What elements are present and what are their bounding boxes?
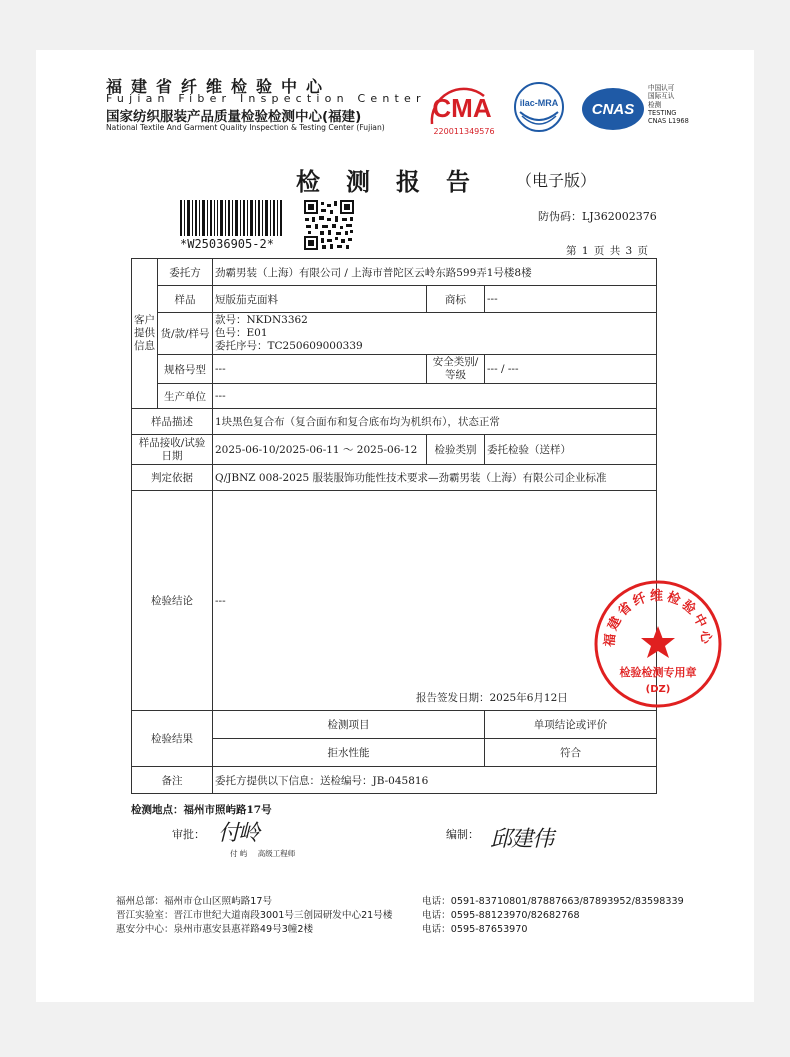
table-row (132, 409, 657, 435)
issue-date: 报告签发日期：2025年6月12日 (416, 692, 568, 704)
page-indicator: 第 1 页 共 3 页 (566, 245, 650, 257)
barcode (180, 200, 282, 236)
type-label: 检验类别 (427, 435, 485, 465)
result-eval: 符合 (485, 739, 657, 767)
style-value: 款号：NKDN3362 色号：E01 委托序号：TC250609000339 (213, 313, 657, 355)
conclusion-value: --- (213, 491, 657, 711)
safety-label: 安全类别/等级 (427, 355, 485, 384)
ilac-logo (512, 80, 566, 134)
desc-label: 样品描述 (132, 409, 213, 435)
basis-label: 判定依据 (132, 465, 213, 491)
editor-label: 编制： (446, 828, 479, 841)
approver-name-title: 付 屿 高级工程师 (230, 849, 296, 858)
table-row (132, 767, 657, 794)
date-value: 2025-06-10/2025-06-11 ～ 2025-06-12 (213, 435, 427, 465)
center-name-cn: 国家纺织服装产品质量检验检测中心(福建) (106, 109, 362, 125)
cma-logo-text: CMA (432, 93, 492, 123)
spec-value: --- (213, 355, 427, 384)
approver-label: 审批： (172, 828, 205, 841)
stamp-ring-text: 福建省纤维检验中心 (602, 589, 714, 648)
results-col-eval: 单项结论或评价 (485, 711, 657, 739)
sample-value: 短版茄克面料 (213, 286, 427, 313)
footer-phones: 电话：0591-83710801/87887663/87893952/83598339 电话：0595-88123970/82682768 电话：0595-87653970 (422, 896, 684, 935)
stamp-center-text: 检验检测专用章 (619, 666, 697, 679)
anti-fake-code: 防伪码：LJ362002376 (538, 210, 657, 223)
table-row (132, 286, 657, 313)
group-client-label: 客户提供信息 (132, 259, 158, 409)
approver-signature: 付岭 (218, 821, 259, 846)
org-name-en: Fujian Fiber Inspection Center (106, 92, 426, 105)
official-stamp (592, 578, 724, 710)
maker-label: 生产单位 (158, 384, 213, 409)
client-value: 劲霸男装（上海）有限公司 / 上海市普陀区云岭东路599弄1号楼8楼 (213, 259, 657, 286)
conclusion-label: 检验结论 (132, 491, 213, 711)
footer-addresses: 福州总部：福州市仓山区照屿路17号 晋江实验室：晋江市世纪大道南段3001号三创园研发中心21号楼 惠安分中心：泉州市惠安县惠祥路49号3幢2楼 (116, 896, 393, 935)
table-row (132, 465, 657, 491)
cma-logo (426, 84, 504, 138)
report-page (36, 50, 754, 1002)
table-row (132, 491, 657, 711)
cnas-logo-text: CNAS (591, 101, 635, 118)
sample-label: 样品 (158, 286, 213, 313)
qr-code (304, 200, 354, 250)
stamp-code: (DZ) (645, 684, 671, 695)
table-row (132, 259, 657, 286)
cma-number: 220011349576 (433, 127, 495, 136)
table-row (132, 313, 657, 355)
trademark-value: --- (485, 286, 657, 313)
date-label: 样品接收/试验日期 (132, 435, 213, 465)
test-place: 检测地点：福州市照屿路17号 (131, 804, 272, 816)
table-row (132, 711, 657, 739)
barcode-number: *W25036905-2* (180, 237, 274, 251)
results-col-item: 检测项目 (213, 711, 485, 739)
maker-value: --- (213, 384, 657, 409)
style-label: 货/款/样号 (158, 313, 213, 355)
remark-label: 备注 (132, 767, 213, 794)
org-name-cn: 福建省纤维检验中心 (106, 77, 332, 96)
safety-value: --- / --- (485, 355, 657, 384)
desc-value: 1块黑色复合布（复合面布和复合底布均为机织布），状态正常 (213, 409, 657, 435)
report-subtitle: （电子版） (516, 171, 597, 190)
ilac-logo-text: ilac-MRA (519, 98, 559, 108)
type-value: 委托检验（送样） (485, 435, 657, 465)
report-table (131, 258, 657, 794)
report-title: 检测报告 (296, 167, 496, 196)
table-row (132, 355, 657, 384)
table-row (132, 384, 657, 409)
result-item: 拒水性能 (213, 739, 485, 767)
cnas-note: 中国认可 国际互认 检测 TESTING CNAS L1968 (648, 84, 689, 126)
trademark-label: 商标 (427, 286, 485, 313)
client-label: 委托方 (158, 259, 213, 286)
center-name-en: National Textile And Garment Quality Inspection & Testing Center (Fujian) (106, 123, 385, 132)
cnas-logo (580, 86, 646, 132)
results-label: 检验结果 (132, 711, 213, 767)
basis-value: Q/JBNZ 008-2025 服装服饰功能性技术要求—劲霸男装（上海）有限公司企业标准 (213, 465, 657, 491)
remark-value: 委托方提供以下信息：送检编号：JB-045816 (213, 767, 657, 794)
spec-label: 规格号型 (158, 355, 213, 384)
editor-signature: 邱建伟 (490, 827, 554, 852)
table-row (132, 435, 657, 465)
